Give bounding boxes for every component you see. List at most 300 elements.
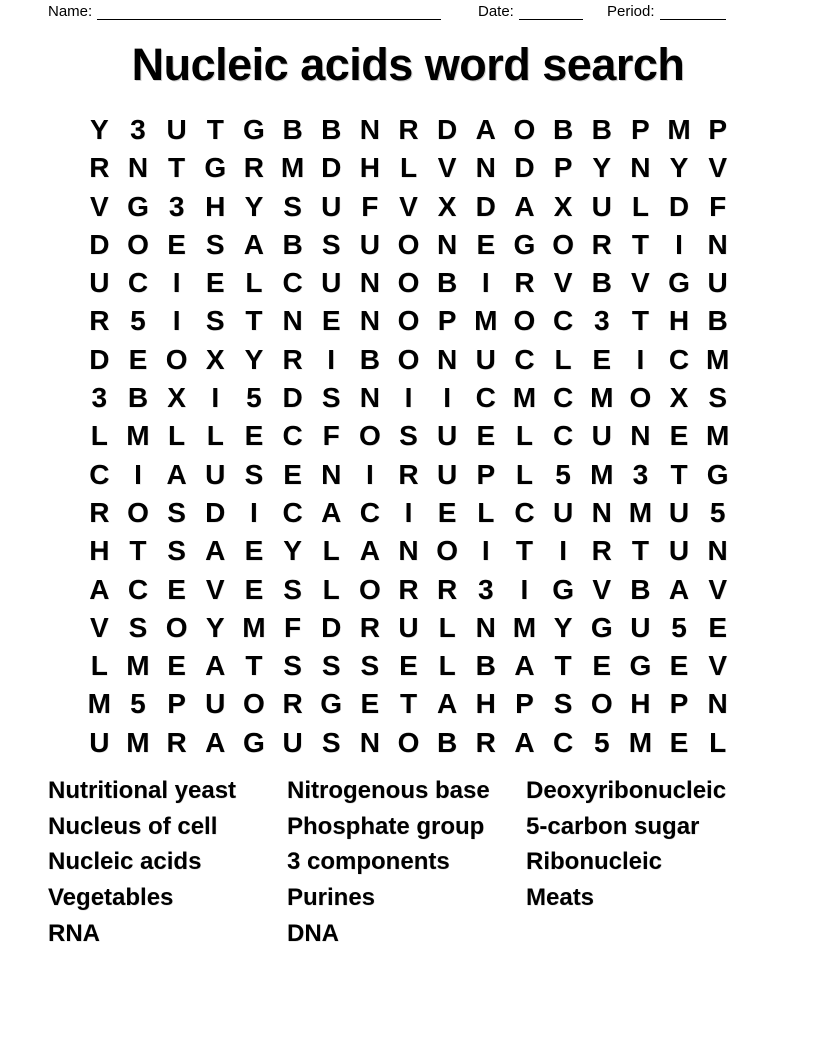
grid-cell: C — [514, 496, 535, 528]
grid-cell: A — [243, 228, 265, 260]
grid-cell: L — [438, 650, 456, 682]
grid-cell: D — [89, 228, 110, 260]
grid-cell: L — [90, 650, 108, 682]
grid-cell: R — [591, 535, 612, 567]
grid-cell: A — [437, 688, 458, 720]
grid-cell: P — [669, 688, 689, 720]
grid-cell: S — [360, 650, 380, 682]
grid-cell: U — [398, 611, 419, 643]
grid-cell: 5 — [246, 382, 262, 414]
word-list-item: Ribonucleic — [526, 848, 663, 876]
grid-cell: I — [404, 496, 413, 528]
grid-cell: X — [553, 190, 573, 222]
word-list — [48, 773, 726, 952]
grid-cell: E — [592, 343, 612, 375]
grid-cell: I — [520, 573, 529, 605]
grid-cell: U — [282, 726, 303, 758]
grid-cell: 5 — [671, 611, 687, 643]
grid-cell: L — [477, 496, 495, 528]
grid-cell: I — [481, 535, 490, 567]
grid-cell: V — [89, 611, 109, 643]
grid-cell: R — [398, 573, 419, 605]
grid-cell: L — [515, 420, 533, 452]
grid-cell: U — [89, 726, 110, 758]
grid-cell: C — [359, 496, 380, 528]
grid-cell: S — [283, 650, 302, 682]
grid-cell: M — [126, 650, 150, 682]
grid-cell: I — [250, 496, 258, 528]
grid-cell: Y — [244, 343, 264, 375]
grid-row — [80, 417, 737, 455]
grid-cell: P — [631, 114, 650, 145]
grid-cell: G — [127, 190, 149, 222]
grid-cell: M — [512, 382, 537, 414]
grid-row — [80, 341, 737, 379]
grid-cell: U — [668, 535, 690, 567]
grid-cell: O — [397, 267, 420, 299]
grid-cell: E — [708, 611, 728, 643]
grid-cell: Y — [205, 611, 225, 643]
grid-row — [80, 494, 737, 532]
word-list-item: Nucleic acids — [48, 848, 202, 876]
grid-cell: O — [397, 343, 420, 375]
grid-cell: R — [514, 267, 535, 299]
grid-cell: X — [167, 382, 186, 414]
grid-cell: E — [167, 650, 186, 682]
grid-cell: A — [359, 535, 380, 567]
grid-cell: L — [554, 343, 572, 375]
grid-cell: P — [437, 305, 457, 337]
grid-cell: V — [399, 190, 418, 222]
grid-cell: N — [630, 420, 651, 452]
grid-row — [80, 302, 737, 340]
grid-cell: E — [669, 726, 689, 758]
grid-cell: B — [437, 267, 458, 299]
grid-cell: D — [205, 496, 226, 528]
grid-cell: D — [437, 114, 458, 145]
grid-row — [80, 609, 737, 647]
grid-row — [80, 379, 737, 417]
grid-cell: C — [514, 343, 535, 375]
grid-cell: O — [552, 228, 574, 260]
grid-cell: S — [167, 535, 186, 567]
grid-cell: T — [631, 228, 649, 260]
grid-cell: G — [320, 688, 343, 720]
grid-cell: Y — [669, 152, 689, 184]
word-search-grid — [80, 111, 737, 762]
grid-cell: U — [166, 114, 187, 145]
grid-cell: U — [475, 343, 496, 375]
grid-cell: E — [244, 420, 264, 452]
grid-cell: E — [669, 420, 689, 452]
grid-cell: 3 — [130, 114, 146, 145]
grid-cell: U — [359, 228, 380, 260]
grid-cell: N — [359, 267, 380, 299]
grid-cell: 3 — [593, 305, 610, 337]
grid-cell: N — [359, 305, 380, 337]
grid-cell: U — [321, 190, 342, 222]
grid-cell: T — [245, 650, 263, 682]
grid-cell: T — [631, 535, 649, 567]
grid-cell: B — [552, 114, 574, 145]
grid-cell: V — [708, 650, 728, 682]
grid-cell: S — [167, 496, 186, 528]
grid-cell: Y — [592, 152, 612, 184]
grid-cell: R — [398, 114, 419, 145]
grid-cell: U — [591, 190, 612, 222]
grid-cell: E — [244, 535, 264, 567]
grid-cell: H — [205, 190, 226, 222]
grid-cell: N — [359, 114, 380, 145]
grid-cell: T — [399, 688, 418, 720]
grid-cell: S — [399, 420, 418, 452]
grid-cell: L — [206, 420, 224, 452]
grid-cell: S — [283, 190, 302, 222]
grid-cell: L — [399, 152, 418, 184]
grid-cell: L — [515, 458, 533, 490]
grid-cell: I — [172, 305, 181, 337]
grid-cell: I — [404, 382, 413, 414]
grid-cell: O — [397, 228, 420, 260]
grid-cell: M — [474, 305, 498, 337]
grid-cell: R — [89, 152, 110, 184]
grid-cell: S — [205, 305, 225, 337]
grid-cell: N — [437, 228, 458, 260]
grid-cell: C — [668, 343, 690, 375]
grid-cell: N — [475, 611, 496, 643]
grid-cell: M — [706, 420, 730, 452]
grid-cell: P — [708, 114, 728, 145]
date-label: Date: — [478, 3, 514, 20]
grid-row — [80, 264, 737, 302]
grid-cell: M — [590, 382, 614, 414]
grid-cell: U — [205, 458, 226, 490]
grid-cell: R — [282, 688, 303, 720]
grid-cell: U — [630, 611, 651, 643]
word-list-item: Purines — [287, 884, 376, 912]
grid-cell: B — [591, 267, 612, 299]
grid-cell: O — [165, 343, 188, 375]
grid-cell: U — [205, 688, 226, 720]
grid-cell: E — [399, 650, 418, 682]
grid-cell: A — [89, 573, 110, 605]
grid-cell: N — [630, 152, 651, 184]
grid-cell: P — [476, 458, 496, 490]
grid-cell: O — [243, 688, 265, 720]
grid-cell: A — [514, 650, 535, 682]
grid-cell: H — [630, 688, 651, 720]
name-label: Name: — [48, 3, 93, 20]
word-list-item: Nutritional yeast — [48, 777, 237, 804]
grid-cell: A — [321, 496, 342, 528]
grid-cell: S — [205, 228, 225, 260]
grid-cell: S — [244, 458, 264, 490]
grid-cell: N — [359, 726, 380, 758]
period-label: Period: — [607, 3, 655, 20]
grid-cell: B — [282, 114, 303, 145]
grid-cell: E — [128, 343, 148, 375]
grid-cell: L — [438, 611, 456, 643]
grid-cell: M — [126, 726, 150, 758]
grid-cell: I — [327, 343, 336, 375]
grid-cell: S — [128, 611, 148, 643]
grid-cell: I — [134, 458, 142, 490]
grid-cell: V — [205, 573, 225, 605]
grid-cell: F — [284, 611, 302, 643]
grid-cell: D — [89, 343, 110, 375]
grid-cell: U — [437, 458, 458, 490]
grid-cell: D — [475, 190, 496, 222]
grid-cell: A — [166, 458, 187, 490]
grid-cell: O — [513, 114, 536, 145]
grid-cell: N — [359, 382, 380, 414]
grid-cell: G — [552, 573, 574, 605]
grid-cell: O — [513, 305, 536, 337]
grid-row — [80, 647, 737, 685]
grid-cell: N — [282, 305, 303, 337]
date-field-group — [478, 3, 583, 20]
grid-cell: E — [476, 228, 496, 260]
grid-cell: 3 — [91, 382, 108, 414]
grid-cell: N — [321, 458, 342, 490]
grid-cell: R — [359, 611, 380, 643]
name-field-group — [48, 3, 441, 20]
grid-cell: B — [437, 726, 458, 758]
grid-cell: U — [89, 267, 110, 299]
grid-cell: O — [358, 420, 381, 452]
grid-cell: V — [592, 573, 612, 605]
grid-cell: V — [708, 152, 728, 184]
word-list-item: Phosphate group — [287, 812, 485, 840]
grid-cell: P — [553, 152, 573, 184]
grid-cell: I — [559, 535, 567, 567]
grid-cell: D — [514, 152, 535, 184]
grid-cell: F — [709, 190, 727, 222]
grid-cell: B — [591, 114, 612, 145]
grid-cell: U — [668, 496, 690, 528]
word-list-column — [526, 773, 726, 952]
grid-cell: Y — [244, 190, 264, 222]
grid-cell: T — [554, 650, 572, 682]
grid-cell: M — [512, 611, 537, 643]
grid-row — [80, 111, 737, 149]
grid-cell: U — [321, 267, 342, 299]
grid-row — [80, 571, 737, 609]
grid-cell: M — [628, 496, 653, 528]
grid-cell: I — [675, 228, 683, 260]
grid-cell: T — [168, 152, 186, 184]
grid-cell: A — [205, 650, 226, 682]
grid-cell: B — [359, 343, 380, 375]
page-title: Nucleic acids word search — [131, 39, 685, 90]
grid-cell: T — [515, 535, 533, 567]
word-list-item: 5-carbon sugar — [526, 812, 700, 840]
grid-cell: A — [668, 573, 690, 605]
period-field-group — [607, 3, 726, 20]
grid-cell: E — [167, 228, 186, 260]
grid-cell: A — [475, 114, 496, 145]
word-list-item: 3 components — [287, 848, 450, 876]
grid-cell: V — [89, 190, 109, 222]
grid-cell: E — [167, 573, 186, 605]
word-list-column — [48, 773, 287, 952]
grid-cell: I — [481, 267, 490, 299]
grid-cell: M — [628, 726, 653, 758]
grid-cell: D — [321, 152, 342, 184]
grid-cell: V — [708, 573, 728, 605]
grid-cell: 5 — [130, 305, 146, 337]
grid-cell: T — [245, 305, 263, 337]
grid-cell: I — [211, 382, 220, 414]
grid-cell: G — [243, 726, 265, 758]
grid-cell: N — [707, 688, 728, 720]
grid-cell: X — [437, 190, 457, 222]
grid-cell: V — [437, 152, 457, 184]
grid-cell: M — [280, 152, 305, 184]
grid-cell: S — [708, 382, 728, 414]
grid-cell: R — [282, 343, 303, 375]
grid-cell: C — [89, 458, 110, 490]
grid-cell: O — [629, 382, 652, 414]
grid-cell: G — [204, 152, 227, 184]
grid-cell: C — [127, 573, 149, 605]
grid-cell: C — [282, 496, 303, 528]
grid-cell: E — [205, 267, 225, 299]
grid-cell: L — [322, 573, 340, 605]
grid-cell: C — [475, 382, 496, 414]
grid-cell: E — [476, 420, 496, 452]
grid-cell: U — [707, 267, 728, 299]
grid-cell: O — [436, 535, 459, 567]
grid-cell: L — [90, 420, 108, 452]
grid-cell: U — [437, 420, 458, 452]
grid-cell: O — [397, 726, 420, 758]
grid-cell: E — [669, 650, 689, 682]
grid-cell: U — [591, 420, 612, 452]
grid-cell: L — [709, 726, 727, 758]
grid-cell: X — [205, 343, 225, 375]
grid-row — [80, 685, 737, 723]
grid-cell: G — [668, 267, 690, 299]
grid-row — [80, 724, 737, 762]
grid-cell: C — [127, 267, 149, 299]
grid-cell: U — [552, 496, 574, 528]
grid-cell: R — [475, 726, 496, 758]
grid-cell: C — [552, 726, 574, 758]
grid-cell: L — [168, 420, 186, 452]
word-list-item: RNA — [48, 919, 100, 947]
name-blank-line — [97, 5, 441, 20]
grid-cell: C — [552, 305, 574, 337]
grid-cell: B — [282, 228, 303, 260]
grid-cell: P — [167, 688, 186, 720]
word-list-item: Vegetables — [48, 884, 174, 912]
grid-cell: Y — [89, 114, 109, 145]
grid-cell: C — [552, 420, 574, 452]
grid-cell: 3 — [478, 573, 494, 605]
grid-cell: M — [87, 688, 111, 720]
grid-cell: C — [282, 267, 303, 299]
grid-cell: T — [670, 458, 688, 490]
grid-row — [80, 532, 737, 570]
grid-cell: M — [242, 611, 266, 643]
grid-cell: L — [322, 535, 340, 567]
grid-cell: S — [321, 382, 341, 414]
grid-cell: R — [166, 726, 187, 758]
grid-row — [80, 456, 737, 494]
grid-cell: D — [668, 190, 690, 222]
grid-cell: B — [127, 382, 149, 414]
grid-cell: I — [172, 267, 181, 299]
word-list-item: DNA — [287, 919, 339, 947]
grid-cell: E — [437, 496, 457, 528]
grid-cell: M — [590, 458, 614, 490]
grid-cell: 5 — [709, 496, 726, 528]
grid-cell: G — [243, 114, 265, 145]
grid-cell: O — [397, 305, 420, 337]
grid-cell: T — [631, 305, 649, 337]
grid-cell: R — [89, 496, 110, 528]
grid-cell: H — [359, 152, 380, 184]
grid-cell: N — [398, 535, 419, 567]
word-list-column — [287, 773, 526, 952]
grid-cell: B — [630, 573, 651, 605]
grid-cell: V — [553, 267, 573, 299]
grid-cell: V — [631, 267, 650, 299]
grid-cell: 5 — [555, 458, 571, 490]
grid-cell: B — [321, 114, 342, 145]
grid-cell: E — [592, 650, 612, 682]
grid-cell: L — [245, 267, 263, 299]
grid-cell: N — [127, 152, 149, 184]
grid-cell: D — [321, 611, 342, 643]
grid-cell: D — [282, 382, 303, 414]
grid-cell: O — [127, 228, 149, 260]
grid-cell: O — [165, 611, 188, 643]
grid-cell: R — [398, 458, 419, 490]
grid-cell: 5 — [130, 688, 146, 720]
grid-cell: S — [321, 650, 341, 682]
grid-cell: M — [126, 420, 150, 452]
grid-cell: T — [129, 535, 147, 567]
grid-cell: F — [322, 420, 340, 452]
grid-cell: O — [127, 496, 149, 528]
grid-cell: E — [360, 688, 380, 720]
grid-cell: C — [282, 420, 303, 452]
grid-cell: B — [707, 305, 728, 337]
grid-row — [80, 226, 737, 264]
grid-cell: S — [321, 726, 341, 758]
word-list-item: Nucleus of cell — [48, 812, 218, 840]
grid-cell: I — [636, 343, 645, 375]
grid-cell: E — [244, 573, 264, 605]
grid-cell: N — [591, 496, 612, 528]
grid-cell: N — [707, 228, 728, 260]
word-list-item: Deoxyribonucleic — [526, 777, 727, 804]
word-list-item: Nitrogenous base — [287, 777, 490, 804]
grid-cell: N — [437, 343, 458, 375]
word-list-item: Meats — [526, 884, 595, 912]
grid-cell: I — [365, 458, 374, 490]
grid-row — [80, 149, 737, 187]
grid-cell: A — [514, 190, 535, 222]
grid-cell: M — [706, 343, 730, 375]
grid-cell: I — [443, 382, 452, 414]
grid-cell: S — [553, 688, 573, 720]
grid-cell: R — [89, 305, 110, 337]
grid-cell: O — [358, 573, 381, 605]
grid-cell: M — [667, 114, 691, 145]
